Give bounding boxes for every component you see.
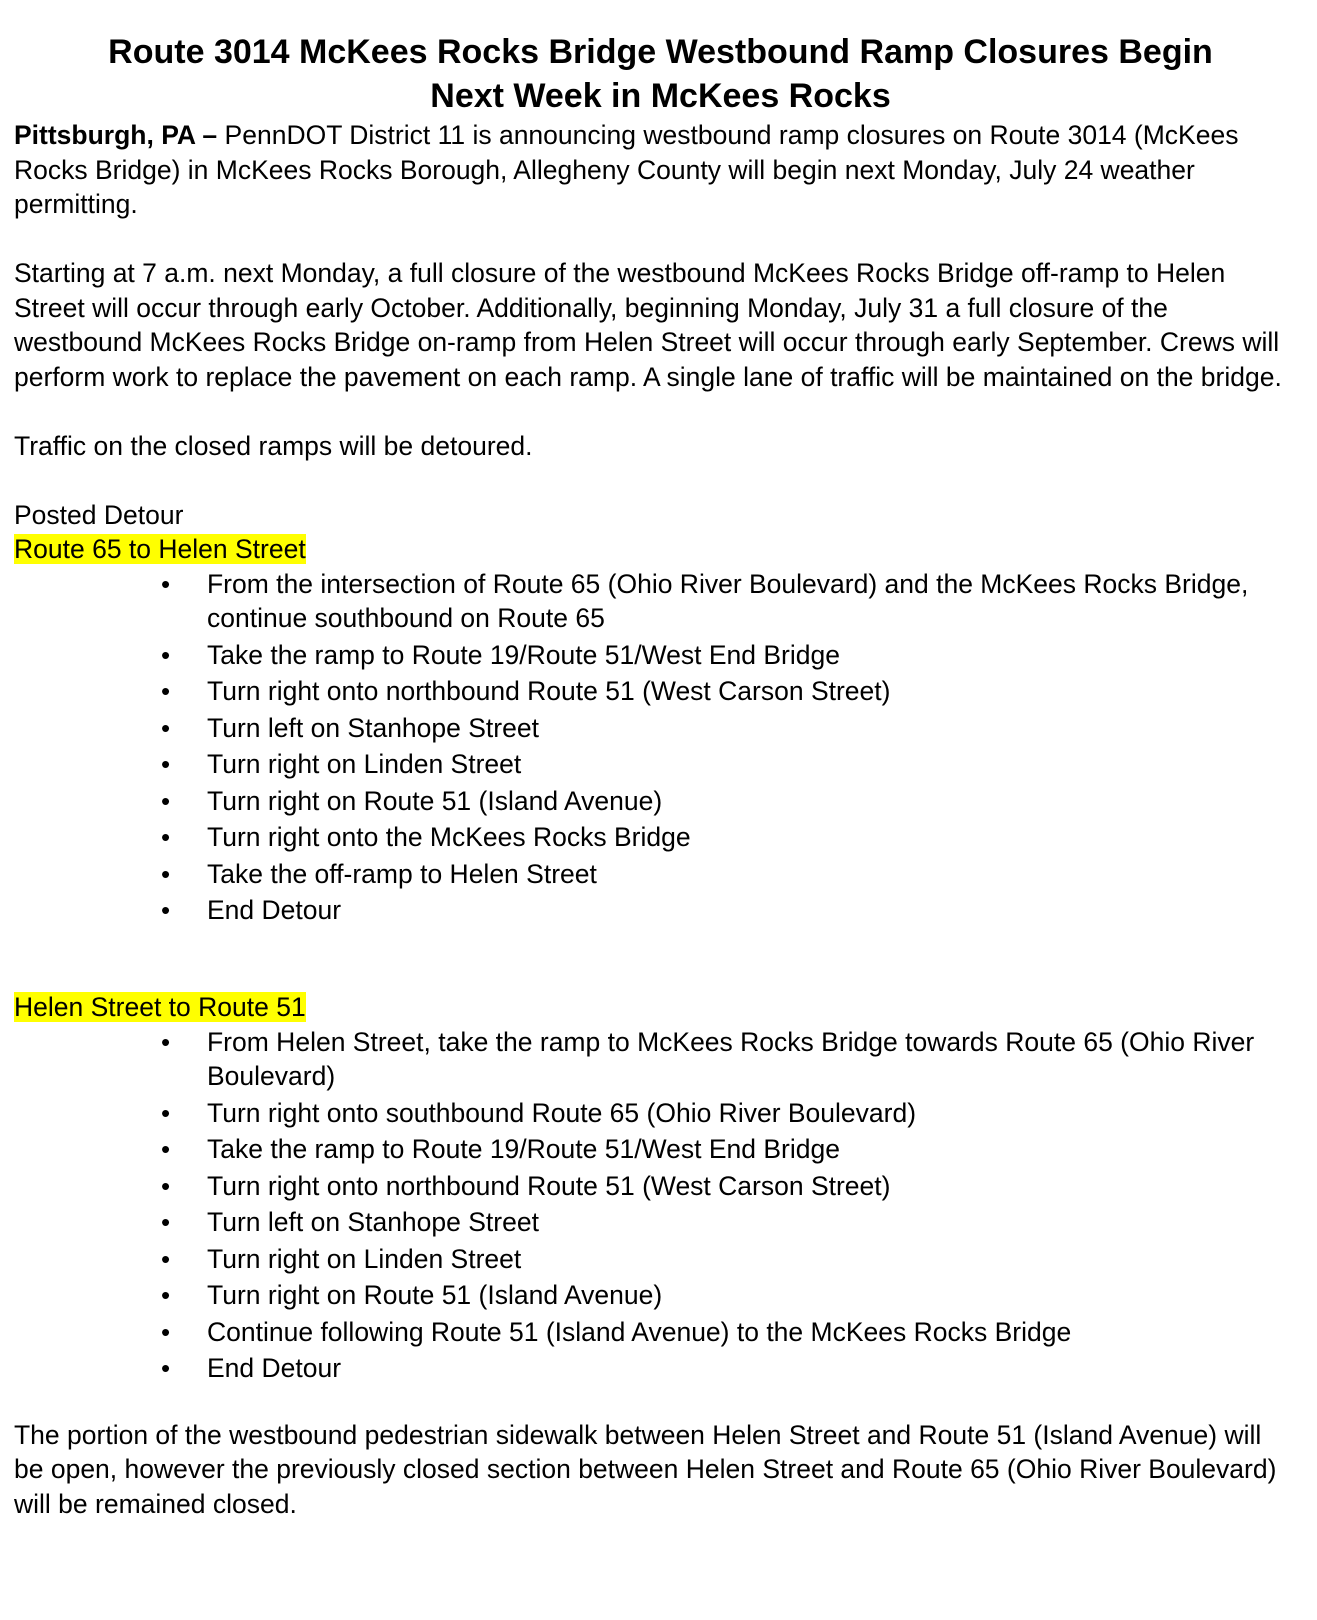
detour-2-step-text: Turn right onto southbound Route 65 (Ohio River Boulevard)	[207, 1097, 917, 1128]
detour-1-step-text: Turn right on Route 51 (Island Avenue)	[207, 785, 663, 816]
document-title	[14, 30, 1297, 118]
bullet-icon: •	[161, 1134, 171, 1164]
detour-1-heading: Route 65 to Helen Street	[14, 534, 306, 564]
title-line-2: Next Week in McKees Rocks	[430, 77, 891, 115]
detour-1-step	[161, 820, 1297, 855]
bullet-icon: •	[161, 1353, 171, 1383]
detour-1-step	[161, 747, 1297, 782]
spacer	[14, 1388, 1297, 1418]
closing-paragraph: The portion of the westbound pedestrian sidewalk between Helen Street and Route 51 (Island Avenue) will be open, however the previously closed section between Helen Street and Route 65 (Ohio River Boulevard) will be remained closed.	[14, 1419, 1277, 1519]
detour-1-step	[161, 638, 1297, 673]
detour-2-step-text: From Helen Street, take the ramp to McKees Rocks Bridge towards Route 65 (Ohio River Boulevard)	[207, 1026, 1255, 1091]
detour-2-step-text: Continue following Route 51 (Island Avenue) to the McKees Rocks Bridge	[207, 1316, 1072, 1347]
bullet-icon: •	[161, 712, 171, 743]
detour-2-step	[161, 1278, 1297, 1313]
detour-2-step	[161, 1132, 1297, 1167]
detour-1-step	[161, 784, 1297, 819]
bullet-icon: •	[161, 1316, 171, 1347]
spacer	[14, 463, 1297, 498]
detour-2-step	[161, 1315, 1297, 1350]
detour-1-step	[161, 857, 1297, 892]
closure-details-paragraph: Starting at 7 a.m. next Monday, a full closure of the westbound McKees Rocks Bridge off-ramp to Helen Street will occur through early October. Additionally, beginning Monday, July 31 a full closure of the westbound McKees Rocks Bridge on-ramp from Helen Street will occur through early September. Crews will perform work to replace the pavement on each ramp. A single lane of traffic will be maintained on the bridge.	[14, 258, 1282, 392]
detour-2-step	[161, 1205, 1297, 1240]
spacer	[14, 394, 1297, 429]
intro-text: PennDOT District 11 is announcing westbound ramp closures on Route 3014 (McKees Rocks Bridge) in McKees Rocks Borough, Allegheny County will begin next Monday, July 24 weather permitting.	[14, 120, 1239, 219]
spacer	[14, 222, 1297, 257]
detour-2-step	[161, 1351, 1297, 1386]
detour-2-heading: Helen Street to Route 51	[14, 992, 306, 1022]
detour-1-steps	[14, 567, 1297, 928]
detour-2-step-text: Turn right onto northbound Route 51 (West Carson Street)	[207, 1170, 891, 1201]
detour-2-step-text: Take the ramp to Route 19/Route 51/West End Bridge	[207, 1134, 840, 1164]
detour-1-step	[161, 893, 1297, 928]
bullet-icon: •	[161, 568, 171, 599]
bullet-icon: •	[161, 676, 171, 706]
intro-paragraph	[14, 118, 1297, 222]
bullet-icon: •	[161, 639, 171, 670]
detour-2-step-text: Turn right on Linden Street	[207, 1243, 522, 1274]
bullet-icon: •	[161, 1280, 171, 1310]
detour-2-steps	[14, 1025, 1297, 1386]
detour-1-step-text: Turn right onto the McKees Rocks Bridge	[207, 822, 691, 852]
detour-1-step-text: Take the ramp to Route 19/Route 51/West End Bridge	[207, 639, 840, 670]
detour-1-step	[161, 674, 1297, 709]
detour-1-step-text: Turn left on Stanhope Street	[207, 712, 539, 743]
bullet-icon: •	[161, 822, 171, 852]
bullet-icon: •	[161, 858, 171, 889]
detour-2-heading-line	[14, 990, 1297, 1025]
detour-2-step	[161, 1169, 1297, 1204]
bullet-icon: •	[161, 1026, 171, 1057]
bullet-icon: •	[161, 749, 171, 779]
detour-1-step-text: Turn right onto northbound Route 51 (West Carson Street)	[207, 676, 891, 706]
spacer	[14, 930, 1297, 965]
dateline: Pittsburgh, PA –	[14, 120, 218, 150]
bullet-icon: •	[161, 1207, 171, 1237]
detour-1-step-text: End Detour	[207, 895, 342, 925]
title-line-1: Route 3014 McKees Rocks Bridge Westbound Ramp Closures Begin	[108, 33, 1213, 71]
spacer	[14, 964, 1297, 990]
detour-2-step-text: Turn left on Stanhope Street	[207, 1207, 539, 1237]
detour-1-step	[161, 567, 1297, 636]
detour-2-step-text: Turn right on Route 51 (Island Avenue)	[207, 1280, 663, 1310]
detour-2-step-text: End Detour	[207, 1353, 342, 1383]
detour-1-step	[161, 711, 1297, 746]
detour-1-heading-line	[14, 532, 1297, 567]
bullet-icon: •	[161, 1243, 171, 1274]
posted-detour-label: Posted Detour	[14, 499, 184, 530]
detour-2-step	[161, 1025, 1297, 1094]
detour-1-step-text: From the intersection of Route 65 (Ohio River Boulevard) and the McKees Rocks Bridge, continue southbound on Route 65	[207, 568, 1249, 633]
detour-2-step	[161, 1242, 1297, 1277]
bullet-icon: •	[161, 785, 171, 816]
detour-1-step-text: Turn right on Linden Street	[207, 749, 522, 779]
bullet-icon: •	[161, 1097, 171, 1128]
bullet-icon: •	[161, 1170, 171, 1201]
bullet-icon: •	[161, 895, 171, 925]
detour-2-step	[161, 1096, 1297, 1131]
detour-notice-paragraph: Traffic on the closed ramps will be detoured.	[14, 430, 533, 461]
detour-1-step-text: Take the off-ramp to Helen Street	[207, 858, 597, 889]
